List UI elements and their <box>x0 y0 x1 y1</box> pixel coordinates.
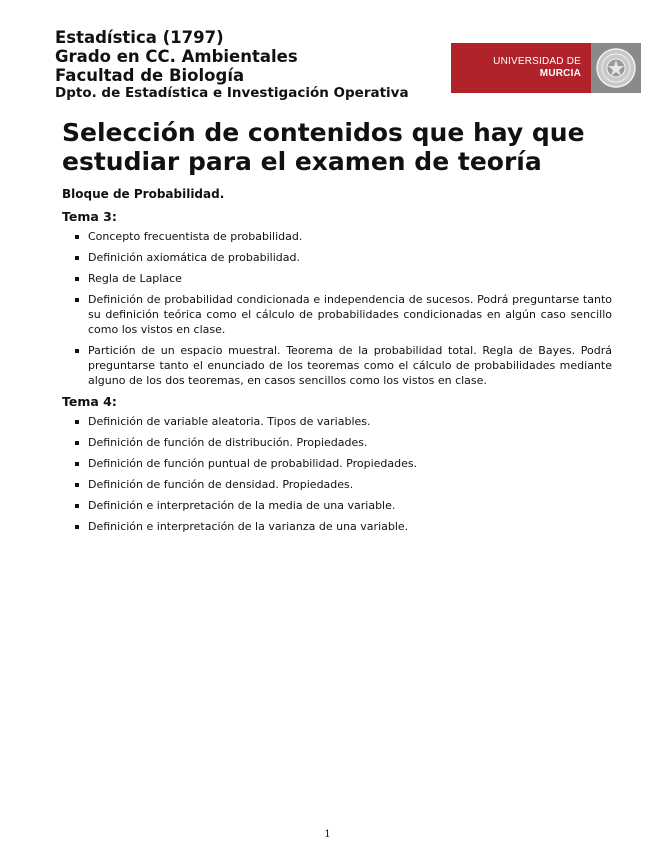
page-title: Selección de contenidos que hay que estudiar para el examen de teoría <box>62 118 585 176</box>
bullet-icon <box>75 349 79 353</box>
department-name: Dpto. de Estadística e Investigación Operativa <box>55 85 409 101</box>
bullet-icon <box>75 277 79 281</box>
tema4-list <box>62 414 612 534</box>
university-logo-text <box>451 56 591 80</box>
list-item: Definición e interpretación de la varianza de una variable. <box>62 519 612 534</box>
content <box>62 186 612 540</box>
bullet-icon <box>75 483 79 487</box>
bullet-icon <box>75 298 79 302</box>
list-item: Definición de variable aleatoria. Tipos de variables. <box>62 414 612 429</box>
list-item: Definición de función de distribución. Propiedades. <box>62 435 612 450</box>
bullet-icon <box>75 441 79 445</box>
logo-line-1: UNIVERSIDAD DE <box>493 56 581 67</box>
list-item: Partición de un espacio muestral. Teorema de la probabilidad total. Regla de Bayes. Podrá preguntarse tanto el enunciado de los teoremas como el cálculo de probabilidades mediante alguno de los dos teoremas, en casos sencillos como los vistos en clase. <box>62 343 612 388</box>
logo-line-2: MURCIA <box>539 68 581 79</box>
list-item: Definición de función puntual de probabilidad. Propiedades. <box>62 456 612 471</box>
bullet-icon <box>75 462 79 466</box>
tema3-heading: Tema 3: <box>62 209 117 224</box>
university-logo <box>451 43 641 93</box>
bullet-icon <box>75 525 79 529</box>
list-item: Concepto frecuentista de probabilidad. <box>62 229 612 244</box>
page-number: 1 <box>324 829 331 840</box>
university-seal-icon <box>591 43 641 93</box>
course-title: Estadística (1797) <box>55 28 224 47</box>
faculty-name: Facultad de Biología <box>55 66 245 85</box>
list-item: Definición axiomática de probabilidad. <box>62 250 612 265</box>
list-item: Definición e interpretación de la media de una variable. <box>62 498 612 513</box>
tema4-heading: Tema 4: <box>62 394 117 409</box>
block-title: Bloque de Probabilidad. <box>62 187 225 201</box>
bullet-icon <box>75 504 79 508</box>
tema3-list <box>62 229 612 388</box>
list-item: Regla de Laplace <box>62 271 612 286</box>
bullet-icon <box>75 235 79 239</box>
degree-name: Grado en CC. Ambientales <box>55 47 298 66</box>
bullet-icon <box>75 256 79 260</box>
list-item: Definición de función de densidad. Propiedades. <box>62 477 612 492</box>
list-item: Definición de probabilidad condicionada e independencia de sucesos. Podrá preguntarse tanto su definición teórica como el cálculo de probabilidades condicionadas en algún caso sencillo como los vistos en clase. <box>62 292 612 337</box>
bullet-icon <box>75 420 79 424</box>
